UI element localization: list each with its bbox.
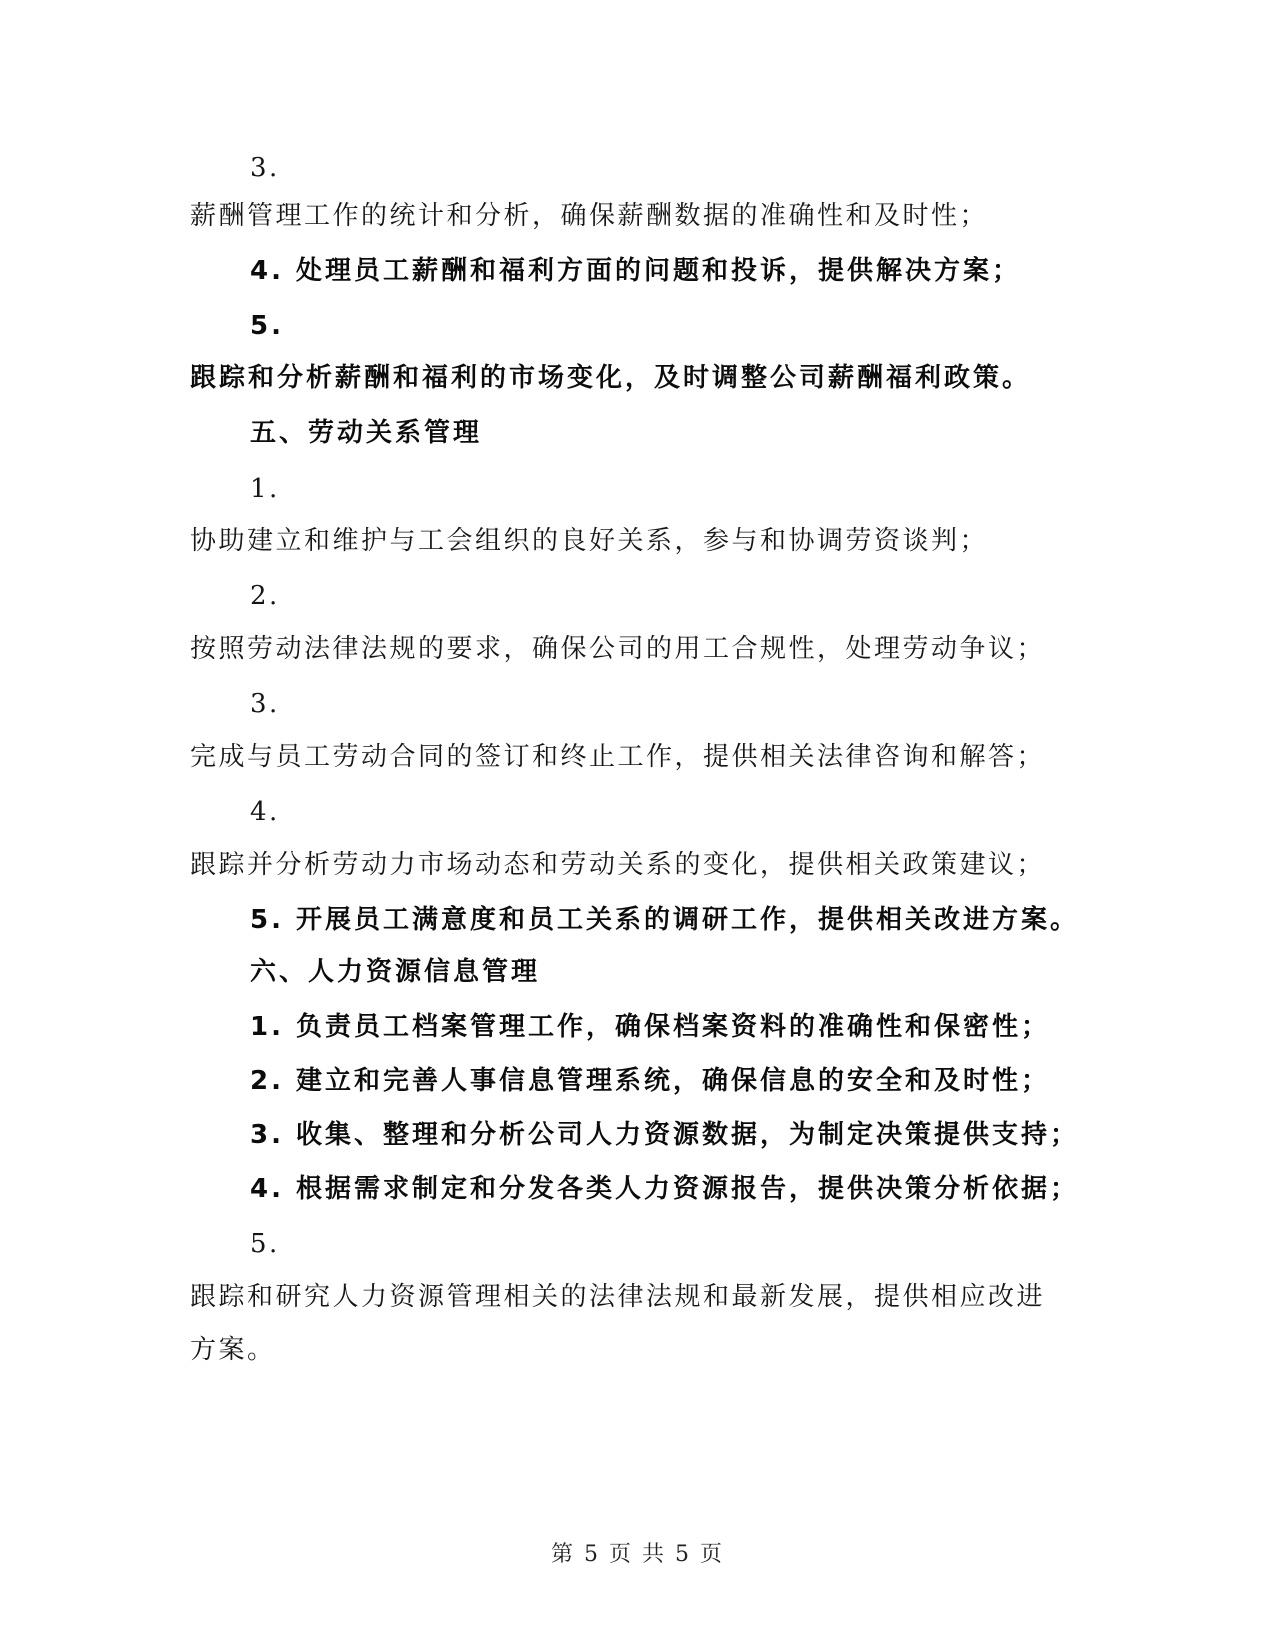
paragraph-line: 方案。	[190, 1335, 276, 1365]
paragraph-line: 4. 处理员工薪酬和福利方面的问题和投诉，提供解决方案；	[250, 256, 1022, 286]
paragraph-line: 2. 建立和完善人事信息管理系统，确保信息的安全和及时性；	[250, 1066, 1051, 1096]
section-heading: 五、劳动关系管理	[250, 418, 483, 448]
paragraph-line: 5. 开展员工满意度和员工关系的调研工作，提供相关改进方案。	[250, 905, 1080, 935]
section-heading: 六、人力资源信息管理	[250, 957, 541, 987]
page-footer: 第 5 页 共 5 页	[551, 1542, 724, 1567]
list-number: 3.	[250, 689, 280, 719]
paragraph-line: 完成与员工劳动合同的签订和终止工作，提供相关法律咨询和解答；	[190, 742, 1046, 772]
paragraph-line: 跟踪和研究人力资源管理相关的法律法规和最新发展，提供相应改进	[190, 1282, 1046, 1312]
paragraph-line: 跟踪和分析薪酬和福利的市场变化，及时调整公司薪酬福利政策。	[190, 363, 1032, 393]
list-number: 2.	[250, 581, 280, 611]
paragraph-line: 1. 负责员工档案管理工作，确保档案资料的准确性和保密性；	[250, 1012, 1051, 1042]
paragraph-line: 协助建立和维护与工会组织的良好关系，参与和协调劳资谈判；	[190, 526, 989, 556]
list-number: 3.	[250, 153, 280, 183]
list-number: 4.	[250, 797, 280, 827]
paragraph-line: 跟踪并分析劳动力市场动态和劳动关系的变化，提供相关政策建议；	[190, 850, 1046, 880]
paragraph-line: 薪酬管理工作的统计和分析，确保薪酬数据的准确性和及时性；	[190, 201, 989, 231]
paragraph-line: 4. 根据需求制定和分发各类人力资源报告，提供决策分析依据；	[250, 1174, 1080, 1204]
list-number: 5.	[250, 311, 284, 341]
paragraph-line: 3. 收集、整理和分析公司人力资源数据，为制定决策提供支持；	[250, 1120, 1080, 1150]
list-number: 1.	[250, 474, 280, 504]
paragraph-line: 按照劳动法律法规的要求，确保公司的用工合规性，处理劳动争议；	[190, 634, 1046, 664]
list-number: 5.	[250, 1229, 280, 1259]
